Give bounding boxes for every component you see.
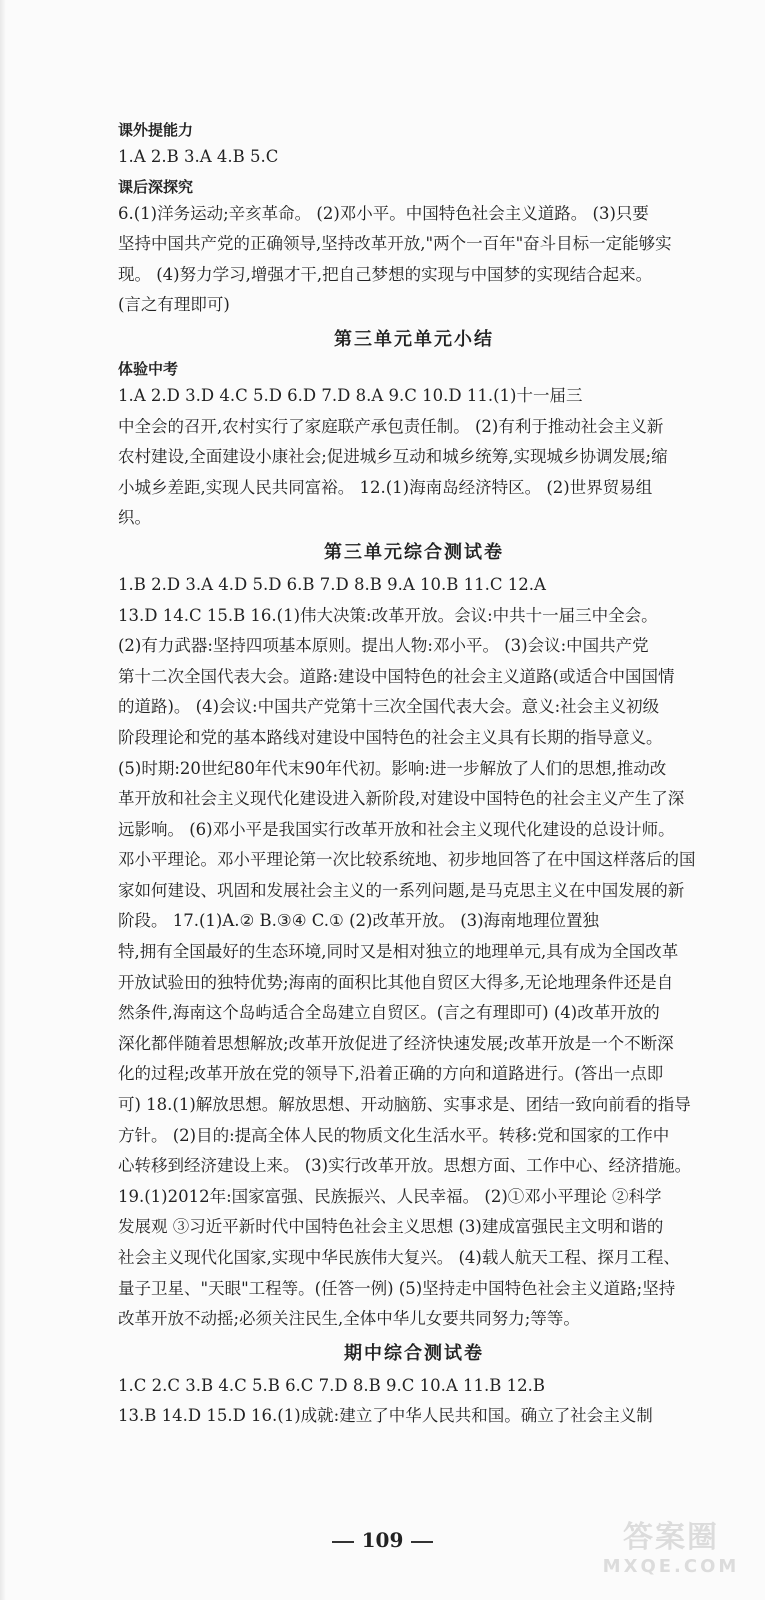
section-heading: 课外提能力: [118, 121, 194, 139]
answer-line: 可) 18.(1)解放思想。解放思想、开动脑筋、实事求是、团结一致向前看的指导: [118, 1095, 691, 1115]
answer-line: 6.(1)洋务运动;辛亥革命。 (2)邓小平。中国特色社会主义道路。 (3)只要: [118, 203, 649, 223]
answer-line: 社会主义现代化国家,实现中华民族伟大复兴。 (4)载人航天工程、探月工程、: [118, 1248, 680, 1267]
answer-line: 13.D 14.C 15.B 16.(1)伟大决策:改革开放。会议:中共十一届三中全会。: [118, 605, 658, 625]
answer-line: 小城乡差距,实现人民共同富裕。 12.(1)海南岛经济特区。 (2)世界贸易组: [118, 477, 653, 497]
answer-line: 1.A 2.B 3.A 4.B 5.C: [118, 147, 279, 166]
answer-block: [118, 381, 710, 534]
answer-line: (2)有力武器:坚持四项基本原则。提出人物:邓小平。 (3)会议:中国共产党: [118, 636, 649, 656]
answer-line: (5)时期:20世纪80年代末90年代初。影响:进一步解放了人们的思想,推动改: [118, 758, 667, 778]
answer-line: 发展观 ③习近平新时代中国特色社会主义思想 (3)建成富强民主文明和谐的: [118, 1217, 664, 1237]
section-heading: 课后深探究: [118, 177, 194, 196]
answer-block: [118, 570, 710, 1335]
answer-line: 革开放和社会主义现代化建设进入新阶段,对建设中国特色的社会主义产生了深: [118, 789, 685, 809]
answer-line: 开放试验田的独特优势;海南的面积比其他自贸区大得多,无论地理条件还是自: [118, 972, 674, 992]
page-edge-shadow: [0, 0, 6, 1600]
watermark-logo: [591, 1520, 751, 1586]
answer-line: 邓小平理论。邓小平理论第一次比较系统地、初步地回答了在中国这样落后的国: [118, 850, 696, 870]
answer-line: 1.C 2.C 3.B 4.C 5.B 6.C 7.D 8.B 9.C 10.A 11.B 12.B: [118, 1375, 545, 1395]
section-title: 第三单元综合测试卷: [324, 541, 504, 563]
answer-line: 家如何建设、巩固和发展社会主义的一系列问题,是马克思主义在中国发展的新: [118, 880, 685, 900]
answer-line: 阶段。 17.(1)A.② B.③④ C.① (2)改革开放。 (3)海南地理位置独: [118, 911, 600, 931]
page-number: 109: [361, 1528, 404, 1552]
answer-block: [118, 1371, 710, 1432]
section-title: 期中综合测试卷: [344, 1342, 484, 1364]
answer-line: 1.B 2.D 3.A 4.D 5.D 6.B 7.D 8.B 9.A 10.B 11.C 12.A: [118, 574, 546, 594]
answer-line: 织。: [118, 508, 151, 528]
section-heading: 体验中考: [118, 359, 179, 378]
answer-line: 特,拥有全国最好的生态环境,同时又是相对独立的地理单元,具有成为全国改革: [118, 942, 679, 962]
footer-dash-left: [332, 1541, 354, 1543]
answer-line: 13.B 14.D 15.D 16.(1)成就:建立了中华人民共和国。确立了社会主义制: [118, 1406, 653, 1426]
answer-line: 农村建设,全面建设小康社会;促进城乡互动和城乡统筹,实现城乡协调发展;缩: [118, 447, 668, 467]
answer-line: 心转移到经济建设上来。 (3)实行改革开放。思想方面、工作中心、经济措施。: [118, 1156, 692, 1176]
answer-line: 然条件,海南这个岛屿适合全岛建立自贸区。(言之有理即可) (4)改革开放的: [118, 1003, 660, 1023]
answer-line: 19.(1)2012年:国家富强、民族振兴、人民幸福。 (2)①邓小平理论 ②科学: [118, 1186, 662, 1206]
answer-line: 第十二次全国代表大会。道路:建设中国特色的社会主义道路(或适合中国国情: [118, 666, 675, 686]
answer-line: 深化都伴随着思想解放;改革开放促进了经济快速发展;改革开放是一个不断深: [118, 1033, 674, 1053]
page-content: [118, 118, 710, 1432]
answer-line: 远影响。 (6)邓小平是我国实行改革开放和社会主义现代化建设的总设计师。: [118, 819, 675, 839]
answer-line: 的道路)。 (4)会议:中国共产党第十三次全国代表大会。意义:社会主义初级: [118, 697, 660, 717]
answer-line: 方针。 (2)目的:提高全体人民的物质文化生活水平。转移:党和国家的工作中: [118, 1125, 670, 1145]
answer-line: 坚持中国共产党的正确领导,坚持改革开放,"两个一百年"奋斗目标一定能够实: [118, 234, 672, 254]
watermark-text-top: 答案圈: [623, 1520, 719, 1555]
answer-line: 量子卫星、"天眼"工程等。(任答一例) (5)坚持走中国特色社会主义道路;坚持: [118, 1278, 676, 1298]
answer-line: 1.A 2.D 3.D 4.C 5.D 6.D 7.D 8.A 9.C 10.D 11.(1)十一届三: [118, 385, 583, 405]
answer-line: (言之有理即可): [118, 295, 230, 315]
answer-line: 化的过程;改革开放在党的领导下,沿着正确的方向和道路进行。(答出一点即: [118, 1064, 664, 1084]
watermark-text-bottom: MXQE.COM: [602, 1556, 740, 1577]
answer-line: 现。 (4)努力学习,增强才干,把自己梦想的实现与中国梦的实现结合起来。: [118, 264, 653, 284]
answer-line: 改革开放不动摇;必须关注民生,全体中华儿女要共同努力;等等。: [118, 1309, 580, 1329]
footer-dash-right: [411, 1541, 433, 1543]
answer-line: 阶段理论和党的基本路线对建设中国特色的社会主义具有长期的指导意义。: [118, 727, 663, 747]
section-title: 第三单元单元小结: [334, 328, 494, 350]
answer-line: 中全会的召开,农村实行了家庭联产承包责任制。 (2)有利于推动社会主义新: [118, 416, 664, 436]
answer-block: [118, 199, 710, 321]
